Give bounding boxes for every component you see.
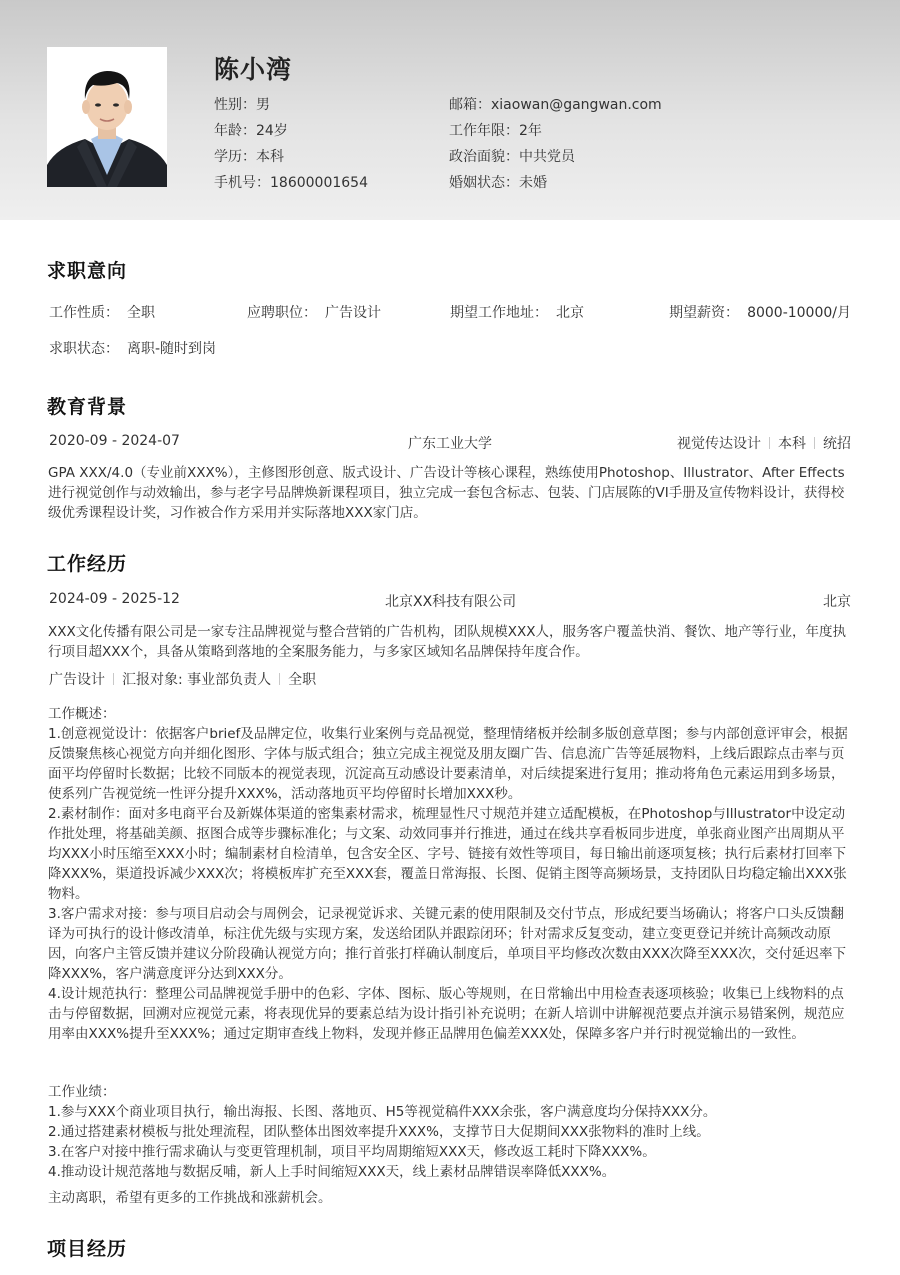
work-city: 北京 <box>823 594 851 610</box>
work-overview-item: 3.客户需求对接：参与项目启动会与周例会，记录视觉诉求、关键元素的使用限制及交付节点，形成纪要当场确认；将客户口头反馈翻译为可执行的设计修改清单，标注优先级与实现方案，发送给团队并跟踪闭环；针对需求反复变动，建立变更登记并统计高频改动原因，向客户主管反馈并建议分阶段确认视觉方向；推行首张打样确认制度后，单项目平均修改次数由XXX次降至XXX次，交付延迟率下降XXX%，客户满意度评分达到XXX分。 <box>48 906 846 982</box>
work-overview <box>48 704 854 1044</box>
work-achievements-title: 工作业绩： <box>48 1084 116 1100</box>
education-degree: 本科 <box>778 436 806 452</box>
work-achievement-item: 4.推动设计规范落地与数据反哺，新人上手时间缩短XXX天，线上素材品牌错误率降低XXX%。 <box>48 1164 616 1180</box>
job-intent-title: 求职意向 <box>47 260 128 282</box>
projects-title: 项目经历 <box>47 1238 128 1260</box>
work-overview-title: 工作概述： <box>48 706 116 722</box>
education-tags <box>677 433 851 453</box>
profile-photo <box>47 47 167 187</box>
phone: 手机号：18600001654 <box>214 175 368 191</box>
political-status: 政治面貌：中共党员 <box>449 149 575 165</box>
age: 年龄：24岁 <box>214 123 288 139</box>
education-title: 教育背景 <box>47 396 128 418</box>
education-major: 视觉传达设计 <box>677 436 761 452</box>
job-status-label: 求职状态： <box>49 341 119 357</box>
work-job-type: 全职 <box>288 672 317 688</box>
email: 邮箱：xiaowan@gangwan.com <box>449 97 662 113</box>
job-location-label: 期望工作地址： <box>450 305 548 321</box>
job-status <box>49 338 216 358</box>
job-location-value: 北京 <box>556 305 584 321</box>
company-description: XXX文化传播有限公司是一家专注品牌视觉与整合营销的广告机构，团队规模XXX人，服务客户覆盖快消、餐饮、地产等行业，年度执行项目超XXX个，具备从策略到落地的全案服务能力，与多家区域知名品牌保持年度合作。 <box>48 624 846 660</box>
education-mode: 统招 <box>823 436 851 452</box>
work-tags <box>49 669 316 689</box>
work-report-to: 汇报对象: 事业部负责人 <box>122 672 272 688</box>
job-location <box>450 302 584 322</box>
education-level: 学历：本科 <box>214 149 284 165</box>
resume-header <box>0 0 900 220</box>
job-position <box>247 302 381 322</box>
work-achievement-item: 1.参与XXX个商业项目执行，输出海报、长图、落地页、H5等视觉稿件XXX余张，客户满意度均分保持XXX分。 <box>48 1104 717 1120</box>
divider <box>814 437 815 449</box>
job-salary-value: 8000-10000/月 <box>747 305 851 321</box>
divider <box>279 673 280 685</box>
work-overview-item: 1.创意视觉设计：依据客户brief及品牌定位，收集行业案例与竞品视觉，整理情绪板并绘制多版创意草图；参与内部创意评审会，根据反馈聚焦核心视觉方向并细化图形、字体与版式组合；独立完成主视觉及朋友圈广告、信息流广告等延展物料，上线后跟踪点击率与页面平均停留时长数据；比较不同版本的视觉表现，沉淀高互动感设计要素清单，对后续提案进行复用；推动将角色元素运用到多场景，使系列广告视觉统一性评分提升XXX%，活动落地页平均停留时长增加XXX秒。 <box>48 726 848 802</box>
job-position-value: 广告设计 <box>325 305 381 321</box>
work-period: 2024-09 - 2025-12 <box>49 591 180 607</box>
work-achievements <box>48 1082 854 1182</box>
job-type <box>49 302 155 322</box>
job-salary <box>669 302 851 322</box>
work-overview-item: 4.设计规范执行：整理公司品牌视觉手册中的色彩、字体、图标、版心等规则，在日常输出中用检查表逐项核验；收集已上线物料的点击与停留数据，回溯对应视觉元素，将表现优异的要素总结为设计指引补充说明；在新人培训中讲解视范要点并演示易错案例，规范应用率由XXX%提升至XXX%；通过定期审查线上物料，发现并修正品牌用色偏差XXX处，保障多客户并行时视觉输出的一致性。 <box>48 986 845 1042</box>
job-type-label: 工作性质： <box>49 305 119 321</box>
marital-status: 婚姻状态：未婚 <box>449 175 547 191</box>
education-school: 广东工业大学 <box>408 436 492 452</box>
leave-reason: 主动离职，希望有更多的工作挑战和涨薪机会。 <box>48 1190 332 1206</box>
candidate-name: 陈小湾 <box>214 55 293 84</box>
education-period: 2020-09 - 2024-07 <box>49 433 180 449</box>
work-company: 北京XX科技有限公司 <box>385 594 517 610</box>
job-position-label: 应聘职位： <box>247 305 317 321</box>
job-type-value: 全职 <box>127 305 155 321</box>
work-role: 广告设计 <box>49 672 105 688</box>
work-overview-item: 2.素材制作：面对多电商平台及新媒体渠道的密集素材需求，梳理显性尺寸规范并建立适配模板，在Photoshop与Illustrator中设定动作批处理，将基础美颜、抠图合成等步骤标准化；与文案、动效同事并行推进，通过在线共享看板同步进度，单张商业图产出周期从平均XXX小时压缩至XXX小时；编制素材自检清单，包含安全区、字号、链接有效性等项目，每日输出前逐项复核；执行后素材打回率下降XXX%，渠道投诉减少XXX次；将模板库扩充至XXX套，覆盖日常海报、长图、促销主图等高频场景，支持团队日均稳定输出XXX张物料。 <box>48 806 847 902</box>
work-achievement-item: 2.通过搭建素材模板与批处理流程，团队整体出图效率提升XXX%，支撑节日大促期间XXX张物料的准时上线。 <box>48 1124 710 1140</box>
work-years: 工作年限：2年 <box>449 123 542 139</box>
work-title: 工作经历 <box>47 553 128 575</box>
gender: 性别：男 <box>214 97 270 113</box>
divider <box>769 437 770 449</box>
job-status-value: 离职-随时到岗 <box>127 341 217 357</box>
work-achievement-item: 3.在客户对接中推行需求确认与变更管理机制，项目平均周期缩短XXX天，修改返工耗时下降XXX%。 <box>48 1144 656 1160</box>
divider <box>113 673 114 685</box>
job-salary-label: 期望薪资： <box>669 305 740 321</box>
education-description: GPA XXX/4.0（专业前XXX%），主修图形创意、版式设计、广告设计等核心课程，熟练使用Photoshop、Illustrator、After Effects进行视觉创作与动效输出，参与老字号品牌焕新课程项目，独立完成一套包含标志、包装、门店展陈的VI手册及宣传物料设计，获得校级优秀课程设计奖，习作被合作方采用并实际落地XXX家门店。 <box>48 465 845 521</box>
